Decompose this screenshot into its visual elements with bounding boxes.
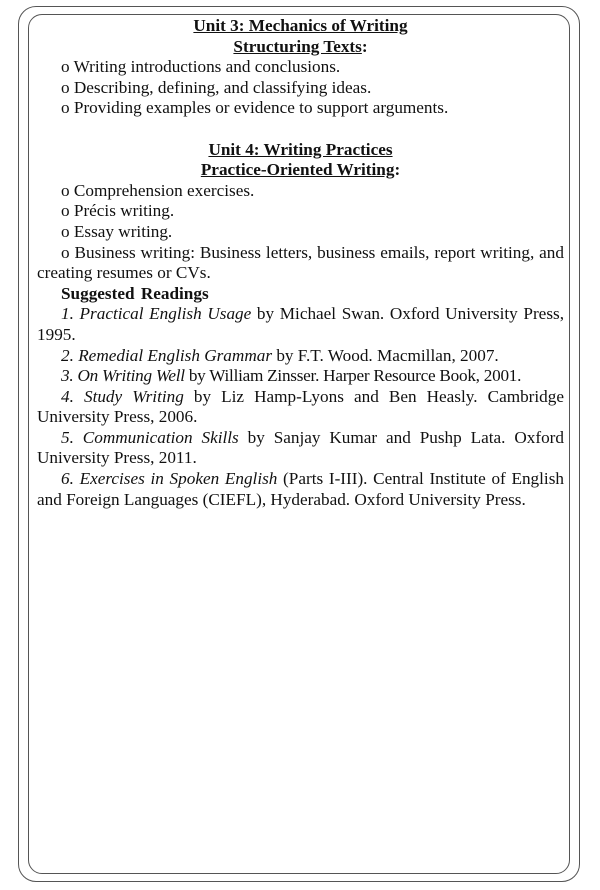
suggested-readings-heading: Suggested Readings (61, 283, 209, 303)
reading-title: 5. Communication Skills (61, 427, 239, 447)
reading-details: by Liz Hamp-Lyons and Ben Heasly. Cambridge University Press, 2006. (37, 386, 564, 427)
reading-details: (Parts I-III). Central Institute of English and Foreign Languages (CIEFL), Hyderabad. Oxford University Press. (37, 469, 564, 509)
unit4-item: o Business writing: Business letters, business emails, report writing, and creating resumes or CVs. (37, 242, 564, 283)
section-gap (37, 119, 564, 140)
reading-details: by William Zinsser. Harper Resource Book, 2001. (184, 366, 522, 386)
reading-item (37, 428, 564, 469)
unit4-subtitle: Practice-Oriented Writing: (200, 160, 401, 180)
unit4-item: o Essay writing. (61, 221, 173, 241)
reading-details: by Michael Swan. Oxford University Press, 1995. (37, 304, 564, 344)
unit3-title: Unit 3: Mechanics of Writing (193, 16, 408, 35)
unit3-item: o Providing examples or evidence to support arguments. (61, 98, 449, 118)
unit4-item: o Comprehension exercises. (61, 180, 255, 200)
unit3-item: o Writing introductions and conclusions. (61, 57, 341, 77)
reading-item (37, 366, 564, 387)
reading-title: 1. Practical English Usage (61, 304, 252, 324)
reading-title: 2. Remedial English Grammar (61, 345, 273, 365)
unit3-subtitle: Structuring Texts: (233, 36, 368, 56)
reading-details: by Sanjay Kumar and Pushp Lata. Oxford University Press, 2011. (37, 427, 565, 468)
reading-title: 3. On Writing Well (61, 366, 185, 386)
page-content (37, 16, 564, 510)
reading-details: by F.T. Wood. Macmillan, 2007. (272, 345, 499, 365)
reading-title: 6. Exercises in Spoken English (61, 469, 278, 489)
reading-item (37, 387, 564, 428)
unit3-item: o Describing, defining, and classifying ideas. (61, 77, 372, 97)
reading-item (37, 346, 564, 367)
reading-item (37, 304, 564, 345)
reading-title: 4. Study Writing (61, 386, 184, 406)
reading-item (37, 469, 564, 510)
unit4-item: o Précis writing. (61, 201, 175, 221)
unit4-title: Unit 4: Writing Practices (208, 139, 393, 159)
